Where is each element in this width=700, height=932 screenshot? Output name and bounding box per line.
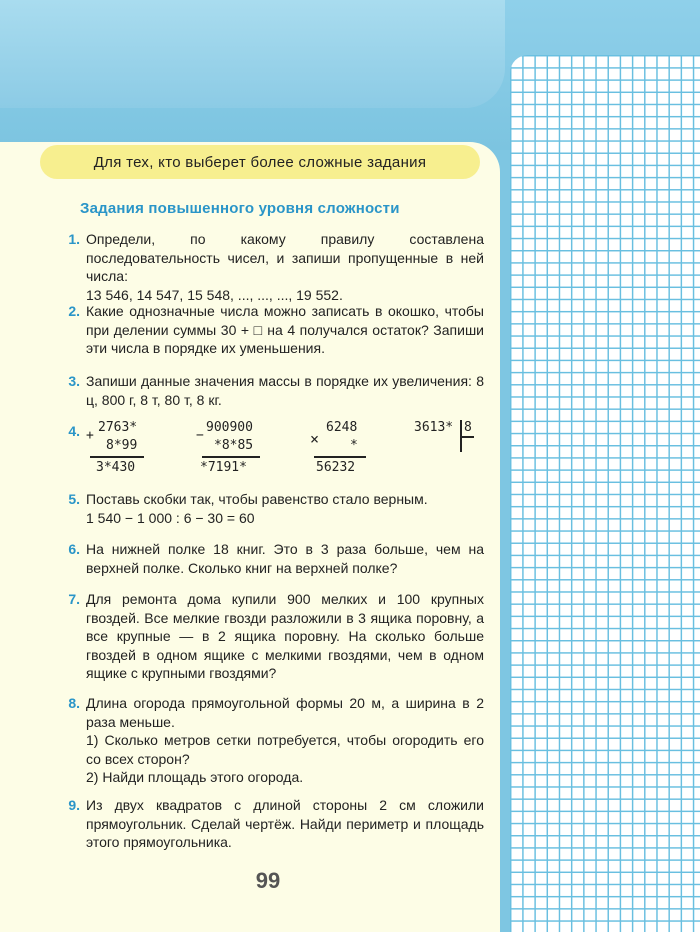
operation-sign: ×	[310, 430, 320, 448]
result-line	[90, 456, 144, 458]
task-8	[68, 694, 484, 787]
task-number: 4.	[68, 423, 80, 439]
result: *7191*	[200, 460, 247, 475]
column-subtraction	[196, 418, 266, 478]
operand-b: 8*99	[106, 438, 138, 453]
column-addition	[86, 418, 146, 478]
result: 3*430	[96, 460, 136, 475]
section-banner: Для тех, кто выберет более сложные задания	[40, 145, 480, 179]
operand-a: 2763*	[98, 420, 138, 435]
operand-b: *8*85	[214, 438, 254, 453]
task-3	[68, 372, 484, 409]
section-subtitle: Задания повышенного уровня сложности	[80, 200, 400, 217]
task-7	[68, 590, 484, 683]
result-line	[314, 456, 366, 458]
task-text: На нижней полке 18 книг. Это в 3 раза больше, чем на верхней полке. Сколько книг на верхней полке?	[86, 541, 484, 576]
operand-a: 6248	[326, 420, 358, 435]
task-text: Длина огорода прямоугольной формы 20 м, а ширина в 2 раза меньше. 1) Сколько метров сетки потребуется, чтобы огородить его со всех сторон? 2) Найди площадь этого огорода.	[86, 695, 484, 785]
task-5	[68, 490, 484, 527]
task-number: 7.	[68, 591, 80, 607]
operand-a: 900900	[206, 420, 253, 435]
task-number: 1.	[68, 231, 80, 247]
task-text: Запиши данные значения массы в порядке их увеличения: 8 ц, 800 г, 8 т, 80 т, 8 кг.	[86, 373, 484, 408]
task-9	[68, 796, 484, 852]
task-number: 5.	[68, 491, 80, 507]
task-text: Определи, по какому правилу составлена последовательность чисел, и запиши пропущенные в ней числа: 13 546, 14 547, 15 548, ..., ..., ..., 19 552.	[86, 231, 484, 303]
divisor: 8	[464, 420, 472, 435]
graph-paper-panel	[510, 55, 700, 932]
top-panel	[0, 0, 505, 108]
result: 56232	[316, 460, 356, 475]
result-line	[202, 456, 260, 458]
operation-sign: +	[86, 428, 94, 443]
task-2	[68, 302, 484, 358]
column-division	[414, 418, 484, 458]
task-6	[68, 540, 484, 577]
task-text: Какие однозначные числа можно записать в окошко, чтобы при делении суммы 30 + □ на 4 получался остаток? Запиши эти числа в порядке их уменьшения.	[86, 303, 484, 356]
column-multiplication	[310, 418, 370, 478]
division-horizontal-line	[460, 436, 474, 438]
task-number: 9.	[68, 797, 80, 813]
dividend: 3613*	[414, 420, 454, 435]
task-text: Из двух квадратов с длиной стороны 2 см сложили прямоугольник. Сделай чертёж. Найди периметр и площадь этого прямоугольника.	[86, 797, 484, 850]
task-text: Для ремонта дома купили 900 мелких и 100 крупных гвоздей. Все мелкие гвозди разложили в 3 ящика поровну, а все крупные — в 2 ящика поровну. На сколько больше гвоздей в одном ящике с мелкими гвоздями, чем в одном ящике с крупными гвоздями?	[86, 591, 484, 681]
task-number: 6.	[68, 541, 80, 557]
task-text: Поставь скобки так, чтобы равенство стало верным. 1 540 − 1 000 : 6 − 30 = 60	[86, 491, 428, 526]
task-number: 2.	[68, 303, 80, 319]
task-number: 3.	[68, 373, 80, 389]
task-number: 8.	[68, 695, 80, 711]
operand-b: *	[350, 438, 358, 453]
page-number: 99	[255, 868, 281, 893]
operation-sign: −	[196, 428, 204, 443]
task-1	[68, 230, 484, 304]
